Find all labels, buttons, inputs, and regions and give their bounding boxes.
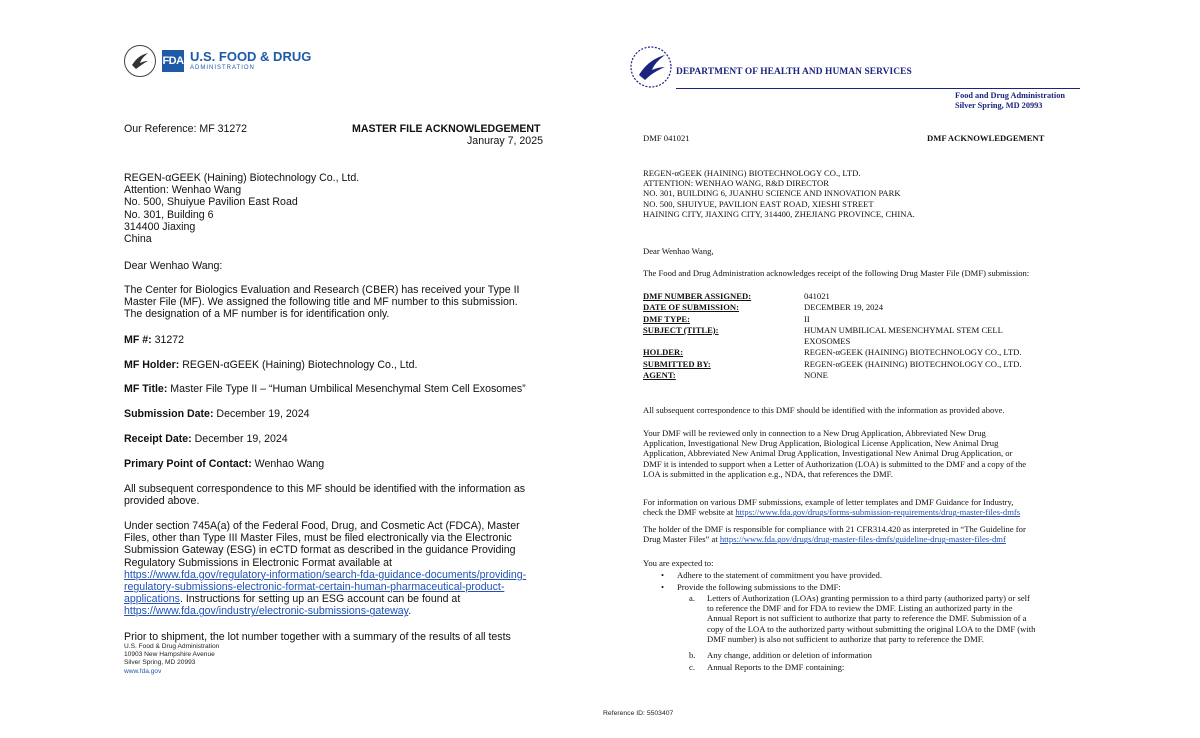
department-heading: DEPARTMENT OF HEALTH AND HUMAN SERVICES <box>676 67 912 77</box>
dmf-field-row: EXOSOMES <box>804 336 851 347</box>
dmf-field-row: DATE OF SUBMISSION: DECEMBER 19, 2024 <box>643 302 884 313</box>
dmf-field-row: DMF NUMBER ASSIGNED: 041021 <box>643 291 830 301</box>
dmf-info-paragraph: For information on various DMF submissions, example of letter templates and DMF Guidance for Industry, check the DMF website at https://www.fda.gov/drugs/forms-submission-requirements/drug-master-files-dmfs <box>643 497 1021 518</box>
fda-footer: U.S. Food & Drug Administration 10903 New Hampshire Avenue Silver Spring, MD 20993 www.fda.gov <box>124 643 220 675</box>
expected-heading: You are expected to: <box>643 558 714 568</box>
sub-item-b: Any change, addition or deletion of information <box>707 650 872 660</box>
sub-label-a: a. <box>689 593 695 603</box>
intro-paragraph: The Center for Biologics Evaluation and Research (CBER) has received your Type II Master File (MF). We assigned the following title and MF number to this submission. The designation of a MF number is for identification only. <box>124 284 520 321</box>
bullet-dot: • <box>661 570 665 580</box>
dmf-intro: The Food and Drug Administration acknowledges receipt of the following Drug Master File (DMF) submission: <box>643 268 1030 278</box>
salutation: Dear Wenhao Wang: <box>124 260 223 272</box>
dmf-salutation: Dear Wenhao Wang, <box>643 246 714 256</box>
fda-logo <box>124 45 311 77</box>
dmf-field-row: AGENT: NONE <box>643 370 828 381</box>
correspondence-paragraph: All subsequent correspondence to this MF should be identified with the information as provided above. <box>124 483 526 508</box>
field-receipt-date: Receipt Date: December 19, 2024 <box>124 433 288 445</box>
dmf-website-link[interactable]: https://www.fda.gov/drugs/forms-submission-requirements/drug-master-files-dmfs <box>735 507 1021 518</box>
heading-rule <box>676 88 1080 89</box>
sub-item-c: Annual Reports to the DMF containing: <box>707 662 845 672</box>
fda-address: Food and Drug Administration Silver Spring, MD 20993 <box>955 91 1065 110</box>
dmf-ack-title: DMF ACKNOWLEDGEMENT <box>927 133 1045 143</box>
footer-website[interactable]: www.fda.gov <box>124 667 162 675</box>
dmf-field-row: HOLDER: REGEN-αGEEK (HAINING) BIOTECHNOLOGY CO., LTD. <box>643 347 1022 358</box>
dmf-number: DMF 041021 <box>643 133 690 143</box>
field-mf-holder: MF Holder: REGEN-αGEEK (Haining) Biotechnology Co., Ltd. <box>124 359 418 371</box>
dmf-recipient-address: REGEN-αGEEK (HAINING) BIOTECHNOLOGY CO., LTD. ATTENTION: WENHAO WANG, R&D DIRECTOR NO. 301, BUILDING 6, JUANHU SCIENCE AND INNOVATION PARK NO. 500, SHUIYUE, PAVILION EAST ROAD, XIESHI STREET HAINING CITY, JIAXING CITY, 314400, ZHEJIANG PROVINCE, CHINA. <box>643 168 915 219</box>
sub-label-c: c. <box>689 662 695 672</box>
field-mf-title: MF Title: Master File Type II – “Human Umbilical Mesenchymal Stem Cell Exosomes” <box>124 383 526 395</box>
dmf-field-table <box>643 291 1022 381</box>
dmf-correspondence: All subsequent correspondence to this DMF should be identified with the information as provided above. <box>643 405 1005 415</box>
sub-label-b: b. <box>689 650 696 660</box>
bullet-item: Provide the following submissions to the DMF: <box>677 582 841 592</box>
guidance-link[interactable]: https://www.fda.gov/regulatory-information/search-fda-guidance-documents/providing- <box>124 568 527 581</box>
fda-box-logo: FDA <box>162 50 184 72</box>
dmf-field-row: DMF TYPE: II <box>643 313 810 324</box>
reference-id: Reference ID: 5503407 <box>603 710 674 717</box>
recipient-address: REGEN-αGEEK (Haining) Biotechnology Co., Ltd. Attention: Wenhao Wang No. 500, Shuiyue Pavilion East Road No. 301, Building 6 314400 Jiaxing China <box>124 172 360 246</box>
field-mf-number: MF #: 31272 <box>124 334 185 346</box>
hhs-eagle-icon <box>124 45 156 77</box>
prior-to-shipment: Prior to shipment, the lot number together with a summary of the results of all tests <box>124 631 511 643</box>
section-745a-paragraph: Under section 745A(a) of the Federal Food, Drug, and Cosmetic Act (FDCA), Master Files, other than Type III Master Files, must be filed electronically via the Electronic Submission Gateway (ESG) in eCTD format as described in the guidance Providing Regulatory Submissions in Electronic Format available at https://www.fda.gov/regulatory-information/search-fda-guidance-documents/providing- regulatory-submissions-electronic-format-certain-human-pharmaceutical-product- applications. Instructions for setting up an ESG account can be found at https://www.fda.gov/industry/electronic-submissions-gateway. <box>124 520 527 618</box>
dmf-field-row: SUBJECT (TITLE): HUMAN UMBILICAL MESENCHYMAL STEM CELL <box>643 324 1003 335</box>
field-contact: Primary Point of Contact: Wenhao Wang <box>124 458 325 470</box>
esg-link[interactable]: https://www.fda.gov/industry/electronic-submissions-gateway <box>124 605 409 618</box>
bullet-dot: • <box>661 582 665 592</box>
dmf-letter <box>600 0 1200 738</box>
guidance-link-cont[interactable]: regulatory-submissions-electronic-format-certain-human-pharmaceutical-product- <box>124 581 505 594</box>
our-reference: Our Reference: MF 31272 <box>124 123 248 135</box>
dmf-review-paragraph: Your DMF will be reviewed only in connection to a New Drug Application, Abbreviated New Drug Application, Investigational New Drug Application, Biological License Application, New Animal Drug Application, Abbreviated New Animal Drug Application, Investigational New Animal Drug Application, or DMF it is intended to support when a Letter of Authorization (LOA) is submitted to the DMF and a copy of the LOA is submitted in the application e.g., NDA, that references the DMF. <box>643 428 1027 479</box>
hhs-seal-icon <box>629 45 673 89</box>
bullet-item: Adhere to the statement of commitment you have provided. <box>677 570 882 580</box>
field-submission-date: Submission Date: December 19, 2024 <box>124 408 310 420</box>
letter-date: Januray 7, 2025 <box>467 135 543 147</box>
dmf-guideline-link[interactable]: https://www.fda.gov/drugs/drug-master-files-dmfs/guideline-drug-master-files-dmf <box>719 534 1006 545</box>
fda-wordmark: U.S. FOOD & DRUG ADMINISTRATION <box>190 49 312 71</box>
sub-item-a: Letters of Authorization (LOAs) granting permission to a third party (authorized party) or self to reference the DMF and for FDA to review the DMF. Listing an authorized party in the Annual Report is not sufficient to authorize that party to reference the DMF. Submission of a copy of the LOA to the authorized party without submitting the original LOA to the DMF (with DMF number) is also not sufficient to authorize that party to reference the DMF. <box>707 593 1036 644</box>
dmf-holder-paragraph: The holder of the DMF is responsible for compliance with 21 CFR314.420 as interpreted in “The Guideline for Drug Master Files” at https://www.fda.gov/drugs/drug-master-files-dmfs/guideline-drug-master-files-dmf <box>643 524 1026 545</box>
ack-title: MASTER FILE ACKNOWLEDGEMENT <box>352 123 541 135</box>
guidance-link-end[interactable]: applications <box>124 593 180 606</box>
dmf-field-row: SUBMITTED BY: REGEN-αGEEK (HAINING) BIOTECHNOLOGY CO., LTD. <box>643 358 1022 369</box>
